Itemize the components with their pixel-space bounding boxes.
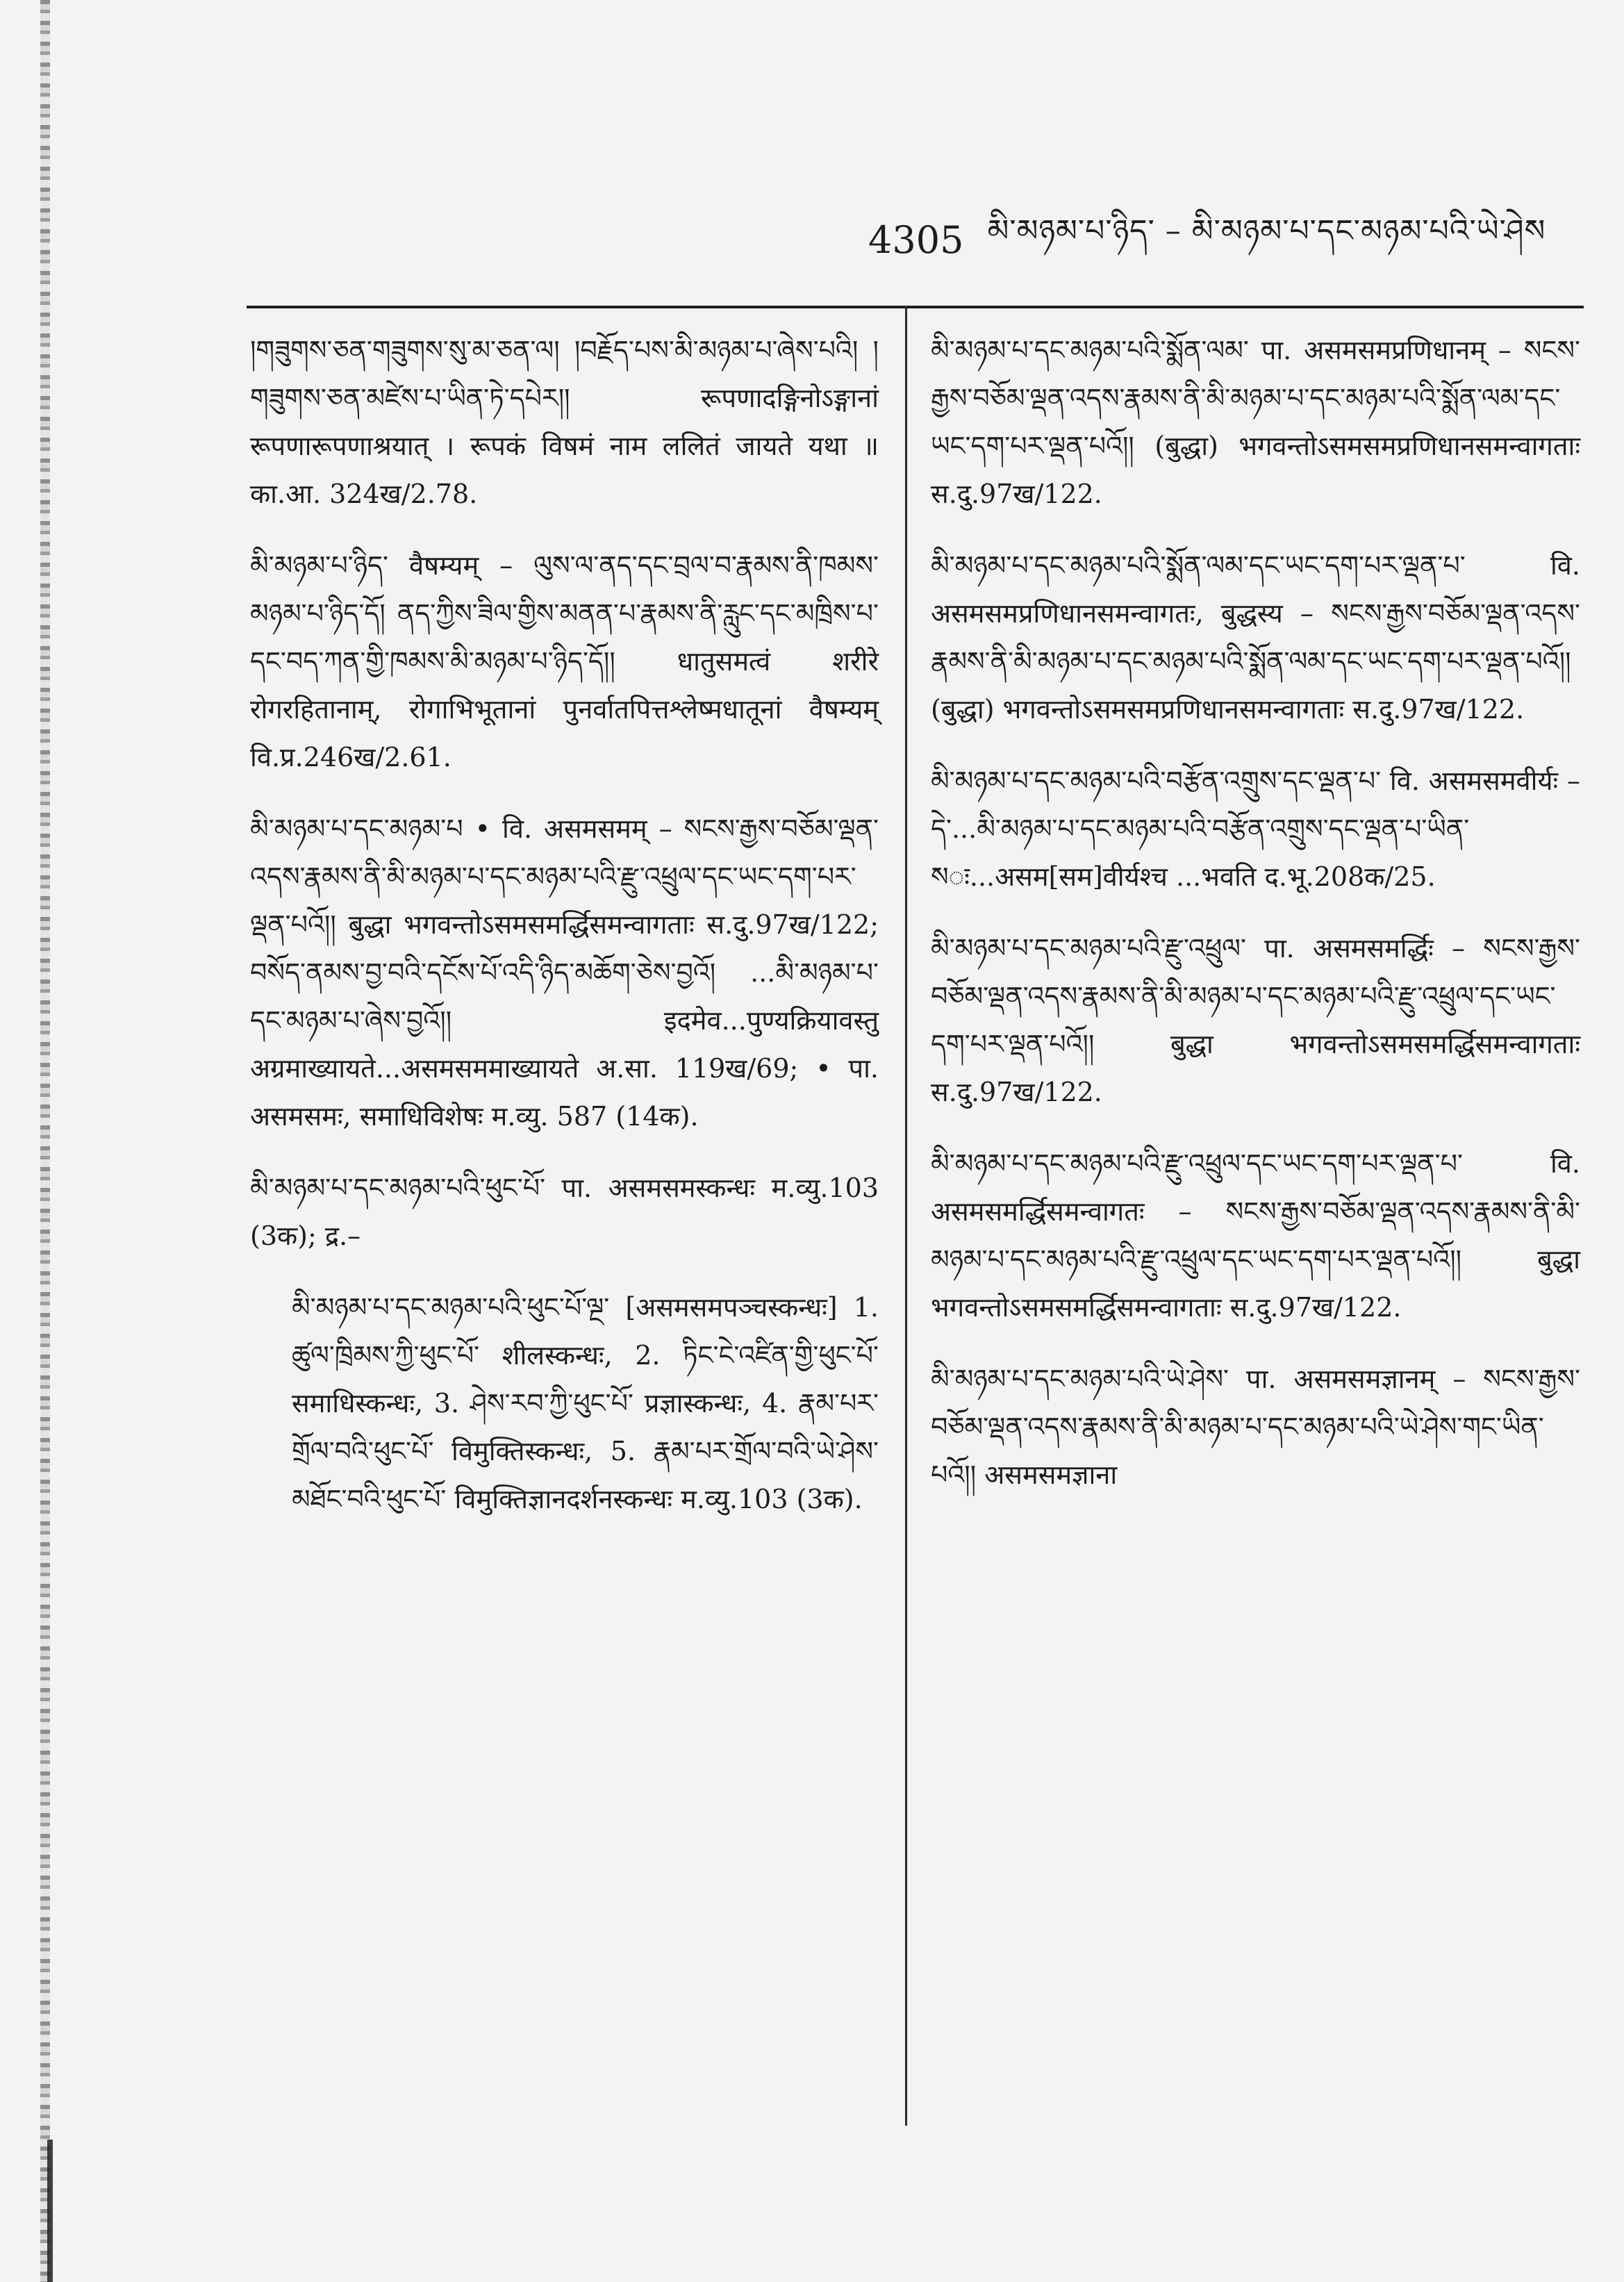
right-column — [931, 326, 1580, 1523]
entry-text: །གཟུགས་ཅན་གཟུགས་སུ་མ་ཅན་ལ། །བརྗོད་པས་མི་མཉམ་པ་ཞེས་པའི། །གཟུགས་ཅན་མཛེས་པ་ཡིན་ཏེ་དཔེར།། रूपणादङ्गिनोऽङ्गानां रूपणारूपणाश्रयात् । रूपकं विषमं नाम ललितं जायते यथा ॥ का.आ. 324ख/2.78. — [250, 335, 879, 509]
binding-shadow — [47, 2140, 53, 2282]
left-column — [250, 326, 879, 1523]
entry-text: མི་མཉམ་པ་དང་མཉམ་པའི་བརྩོན་འགྲུས་དང་ལྡན་པ་ वि. असमसमवीर्यः – དེ་...མི་མཉམ་པ་དང་མཉམ་པའི་བརྩོན་འགྲུས་དང་ལྡན་པ་ཡིན་ སः...असम[सम]वीर्यश्च ...भवति द.भू.208क/25. — [931, 766, 1580, 892]
entry-text: མི་མཉམ་པ་དང་མཉམ་པའི་སྨོན་ལམ་ पा. असमसमप्रणिधानम् – སངས་རྒྱས་བཅོམ་ལྡན་འདས་རྣམས་ནི་མི་མཉམ་པ་དང་མཉམ་པའི་སྨོན་ལམ་དང་ཡང་དག་པར་ལྡན་པའོ།། (बुद्धा) भगवन्तोऽसमसमप्रणिधानसमन्वागताः स.दु.97ख/122. — [931, 335, 1580, 509]
header-title: མི་མཉམ་པ་ཉིད་ – མི་མཉམ་པ་དང་མཉམ་པའི་ཡེ་ཤེས — [987, 213, 1546, 249]
entry-text: མི་མཉམ་པ་དང་མཉམ་པའི་ཕུང་པོ་ पा. असमसमस्कन्धः म.व्यु.103 (3क); द्र.– — [250, 1173, 879, 1251]
entry-text: མི་མཉམ་པ་དང་མཉམ་པའི་སྨོན་ལམ་དང་ཡང་དག་པར་ལྡན་པ་ वि. असमसमप्रणिधानसमन्वागतः, बुद्धस्य – སངས་རྒྱས་བཅོམ་ལྡན་འདས་རྣམས་ནི་མི་མཉམ་པ་དང་མཉམ་པའི་སྨོན་ལམ་དང་ཡང་དག་པར་ལྡན་པའོ།། (बुद्धा) भगवन्तोऽसमसमप्रणिधानसमन्वागताः स.दु.97ख/122. — [931, 550, 1580, 725]
page-number: 4305 — [868, 217, 964, 262]
entry-text: མི་མཉམ་པ་དང་མཉམ་པའི་རྫུ་འཕྲུལ་ पा. असमसमर्द्धिः – སངས་རྒྱས་བཅོམ་ལྡན་འདས་རྣམས་ནི་མི་མཉམ་པ་དང་མཉམ་པའི་རྫུ་འཕྲུལ་དང་ཡང་དག་པར་ལྡན་པའོ།། बुद्धा भगवन्तोऽसमसमर्द्धिसमन्वागताः स.दु.97ख/122. — [931, 933, 1580, 1107]
header-rule — [247, 306, 1584, 308]
entry-text: མི་མཉམ་པ་ཉིད་ वैषम्यम् – ལུས་ལ་ནད་དང་བྲལ་བ་རྣམས་ནི་ཁམས་མཉམ་པ་ཉིད་དོ། ནད་ཀྱིས་ཟིལ་གྱིས་མནན་པ་རྣམས་ནི་རླུང་དང་མཁྲིས་པ་དང་བད་ཀན་གྱི་ཁམས་མི་མཉམ་པ་ཉིད་དོ།། धातुसमत्वं शरीरे रोगरहितानाम्, रोगाभिभूतानां पुनर्वातपित्तश्लेष्मधातूनां वैषम्यम् वि.प्र.246ख/2.61. — [250, 550, 879, 772]
column-divider — [905, 306, 907, 2126]
sub-entry-text: མི་མཉམ་པ་དང་མཉམ་པའི་ཕུང་པོ་ལྔ་ [असमसमपञ्चस्कन्धः] 1. ཚུལ་ཁྲིམས་ཀྱི་ཕུང་པོ་ शीलस्कन्धः, 2. ཏིང་ངེ་འཛིན་གྱི་ཕུང་པོ་ समाधिस्कन्धः, 3. ཤེས་རབ་ཀྱི་ཕུང་པོ་ प्रज्ञास्कन्धः, 4. རྣམ་པར་གྲོལ་བའི་ཕུང་པོ་ विमुक्तिस्कन्धः, 5. རྣམ་པར་གྲོལ་བའི་ཡེ་ཤེས་མཐོང་བའི་ཕུང་པོ་ विमुक्तिज्ञानदर्शनस्कन्धः म.व्यु.103 (3क). — [292, 1292, 879, 1514]
entry-text: མི་མཉམ་པ་དང་མཉམ་པའི་རྫུ་འཕྲུལ་དང་ཡང་དག་པར་ལྡན་པ་ वि. असमसमर्द्धिसमन्वागतः – སངས་རྒྱས་བཅོམ་ལྡན་འདས་རྣམས་ནི་མི་མཉམ་པ་དང་མཉམ་པའི་རྫུ་འཕྲུལ་དང་ཡང་དག་པར་ལྡན་པའོ།། बुद्धा भगवन्तोऽसमसमर्द्धिसमन्वागताः स.दु.97ख/122. — [931, 1148, 1580, 1323]
page-header — [868, 208, 1570, 271]
entry-text: མི་མཉམ་པ་དང་མཉམ་པ • वि. असमसमम् – སངས་རྒྱས་བཅོམ་ལྡན་འདས་རྣམས་ནི་མི་མཉམ་པ་དང་མཉམ་པའི་རྫུ་འཕྲུལ་དང་ཡང་དག་པར་ལྡན་པའོ།། बुद्धा भगवन्तोऽसमसमर्द्धिसमन्वागताः स.दु.97ख/122; བསོད་ནམས་བྱ་བའི་དངོས་པོ་འདི་ཉིད་མཆོག་ཅེས་བྱའོ། ...མི་མཉམ་པ་དང་མཉམ་པ་ཞེས་བྱའོ།། इदमेव...पुण्यक्रियावस्तु अग्रमाख्यायते...असमसममाख्यायते अ.सा. 119ख/69; • पा. असमसमः, समाधिविशेषः म.व्यु. 587 (14क). — [250, 813, 879, 1132]
book-binding-edge — [40, 0, 50, 2282]
entry-text: མི་མཉམ་པ་དང་མཉམ་པའི་ཡེ་ཤེས་ पा. असमसमज्ञानम् – སངས་རྒྱས་བཅོམ་ལྡན་འདས་རྣམས་ནི་མི་མཉམ་པ་དང་མཉམ་པའི་ཡེ་ཤེས་གང་ཡིན་པའོ།། असमसमज्ञाना — [931, 1364, 1580, 1490]
